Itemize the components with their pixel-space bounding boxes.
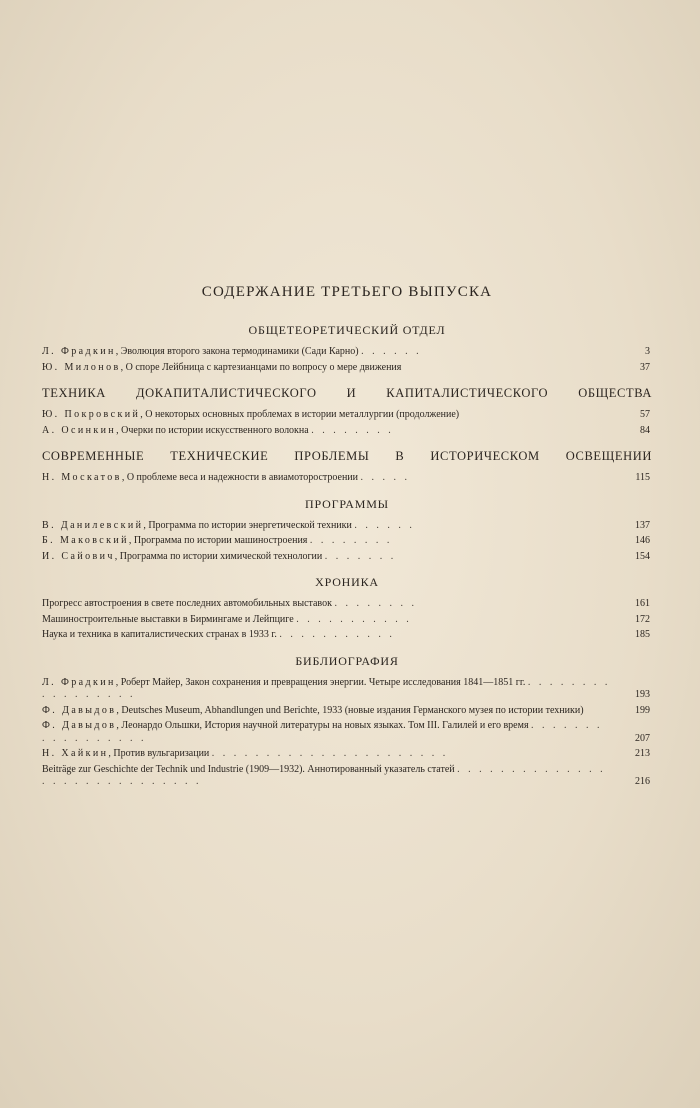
- entry-author: Б. Маковский: [42, 535, 129, 546]
- entry-author: И. Сайович: [42, 550, 115, 562]
- toc-entry: [42, 425, 652, 438]
- entry-page-number: 37: [640, 361, 650, 373]
- entry-title: , О споре Лейбница с картезианцами по вопросу о мере движения: [120, 361, 402, 373]
- toc-entry: [42, 598, 652, 611]
- table-of-contents: [42, 284, 652, 792]
- entry-page-number: 161: [635, 598, 650, 609]
- toc-entry: [42, 551, 652, 564]
- entry-page-number: 172: [635, 613, 650, 625]
- toc-entry: [42, 535, 652, 548]
- entry-author: Ю. Покровский: [42, 409, 141, 420]
- entry-title: , Очерки по истории искусственного волокна: [116, 424, 309, 436]
- toc-entry: [42, 362, 652, 375]
- section-heading: СОВРЕМЕННЫЕ ТЕХНИЧЕСКИЕ ПРОБЛЕМЫ В ИСТОРИЧЕСКОМ ОСВЕЩЕНИИ: [42, 449, 652, 463]
- entry-title: Beiträge zur Geschichte der Technik und Industrie (1909—1932). Аннотированный указатель статей: [42, 763, 455, 775]
- entry-title: , О проблеме веса и надежности в авиамоторостроении: [121, 472, 359, 483]
- entry-leader-dots: . . . . . . . .: [309, 535, 393, 546]
- entry-page-number: 216: [635, 776, 650, 787]
- entry-title: , Deutsches Museum, Abhandlungen und Berichte, 1933 (новые издания Германского музея по истории техники): [116, 704, 584, 716]
- toc-entry: [42, 346, 652, 359]
- entry-page-number: 84: [640, 424, 650, 436]
- entry-title: Машиностроительные выставки в Бирмингаме и Лейпциге: [42, 613, 294, 625]
- section-heading: ТЕХНИКА ДОКАПИТАЛИСТИЧЕСКОГО И КАПИТАЛИСТИЧЕСКОГО ОБЩЕСТВА: [42, 386, 652, 400]
- toc-sections: [42, 323, 652, 789]
- entry-page-number: 207: [635, 732, 650, 744]
- section-heading: БИБЛИОГРАФИЯ: [295, 653, 399, 668]
- entry-author: Н. Хайкин: [42, 748, 109, 759]
- entry-page-number: 213: [635, 748, 650, 759]
- entry-title: , Программа по истории машиностроения: [128, 535, 308, 546]
- entry-leader-dots: . . . . .: [360, 472, 411, 483]
- entry-leader-dots: . . . . . . . . . . . . . . . . . . . . . .: [211, 748, 449, 759]
- entry-page-number: 137: [635, 519, 650, 531]
- entry-title: , Леонардо Ольшки, История научной литературы на новых языках. Том III. Галилей и его время: [116, 720, 529, 731]
- entry-page-number: 146: [635, 535, 650, 546]
- entry-author: Ф. Давыдов: [42, 704, 117, 716]
- entry-author: В. Данилевский: [42, 519, 144, 531]
- entry-page-number: 57: [640, 409, 650, 420]
- entry-title: Наука и техника в капиталистических странах в 1933 г.: [42, 629, 277, 640]
- entry-leader-dots: . . . . . . . .: [311, 424, 394, 436]
- entry-author: А. Осинкин: [42, 424, 117, 436]
- toc-entry: [42, 520, 652, 533]
- entry-title: , Роберт Майер, Закон сохранения и превращения энергии. Четыре исследования 1841—1851 гг.: [115, 676, 526, 688]
- entry-title: , О некоторых основных проблемах в истории металлургии (продолжение): [140, 409, 460, 420]
- entry-page-number: 193: [635, 689, 650, 700]
- entry-author: Л. Фрадкин: [42, 676, 116, 688]
- entry-page-number: 154: [635, 550, 650, 562]
- entry-author: Ю. Милонов: [42, 361, 121, 373]
- toc-entry: [42, 720, 652, 745]
- entry-page-number: 199: [635, 704, 650, 716]
- entry-leader-dots: . . . . . . . .: [334, 598, 417, 609]
- section-heading: ПРОГРАММЫ: [305, 496, 389, 511]
- entry-author: Л. Фрадкин: [42, 346, 116, 357]
- entry-leader-dots: . . . . . . . . . . . . . . . . .: [42, 720, 603, 744]
- entry-leader-dots: . . . . . .: [361, 346, 422, 357]
- toc-entry: [42, 748, 652, 761]
- entry-title: Прогресс автостроения в свете последних автомобильных выставок: [42, 598, 332, 609]
- entry-author: Н. Москатов: [42, 472, 122, 483]
- entry-page-number: 3: [645, 346, 650, 357]
- entry-page-number: 185: [635, 629, 650, 640]
- toc-entry: [42, 705, 652, 718]
- toc-entry: [42, 629, 652, 642]
- entry-leader-dots: . . . . . . .: [324, 550, 397, 562]
- entry-title: , Программа по истории энергетической техники: [143, 519, 352, 531]
- entry-title: , Против вульгаризации: [108, 748, 210, 759]
- toc-entry: [42, 677, 652, 702]
- entry-title: , Программа по истории химической технологии: [114, 550, 323, 562]
- section-heading: ОБЩЕТЕОРЕТИЧЕСКИЙ ОТДЕЛ: [248, 323, 446, 337]
- toc-entry: [42, 764, 652, 789]
- page-title: СОДЕРЖАНИЕ ТРЕТЬЕГО ВЫПУСКА: [201, 284, 493, 300]
- entry-leader-dots: . . . . . .: [354, 519, 415, 531]
- toc-entry: [42, 409, 652, 422]
- section-heading: ХРОНИКА: [315, 575, 379, 589]
- toc-entry: [42, 614, 652, 627]
- entry-title: , Эволюция второго закона термодинамики (Сади Карно): [115, 346, 359, 357]
- entry-leader-dots: . . . . . . . . . . .: [296, 613, 412, 625]
- entry-leader-dots: . . . . . . . . . . . . . . . . . . . . . . . . . . . . .: [42, 763, 606, 787]
- entry-page-number: 115: [635, 472, 650, 483]
- entry-leader-dots: . . . . . . . . . . .: [279, 629, 395, 640]
- toc-entry: [42, 472, 652, 485]
- entry-leader-dots: . . . . . . . . . . . . . . . . .: [42, 676, 611, 700]
- entry-author: Ф. Давыдов: [42, 720, 117, 731]
